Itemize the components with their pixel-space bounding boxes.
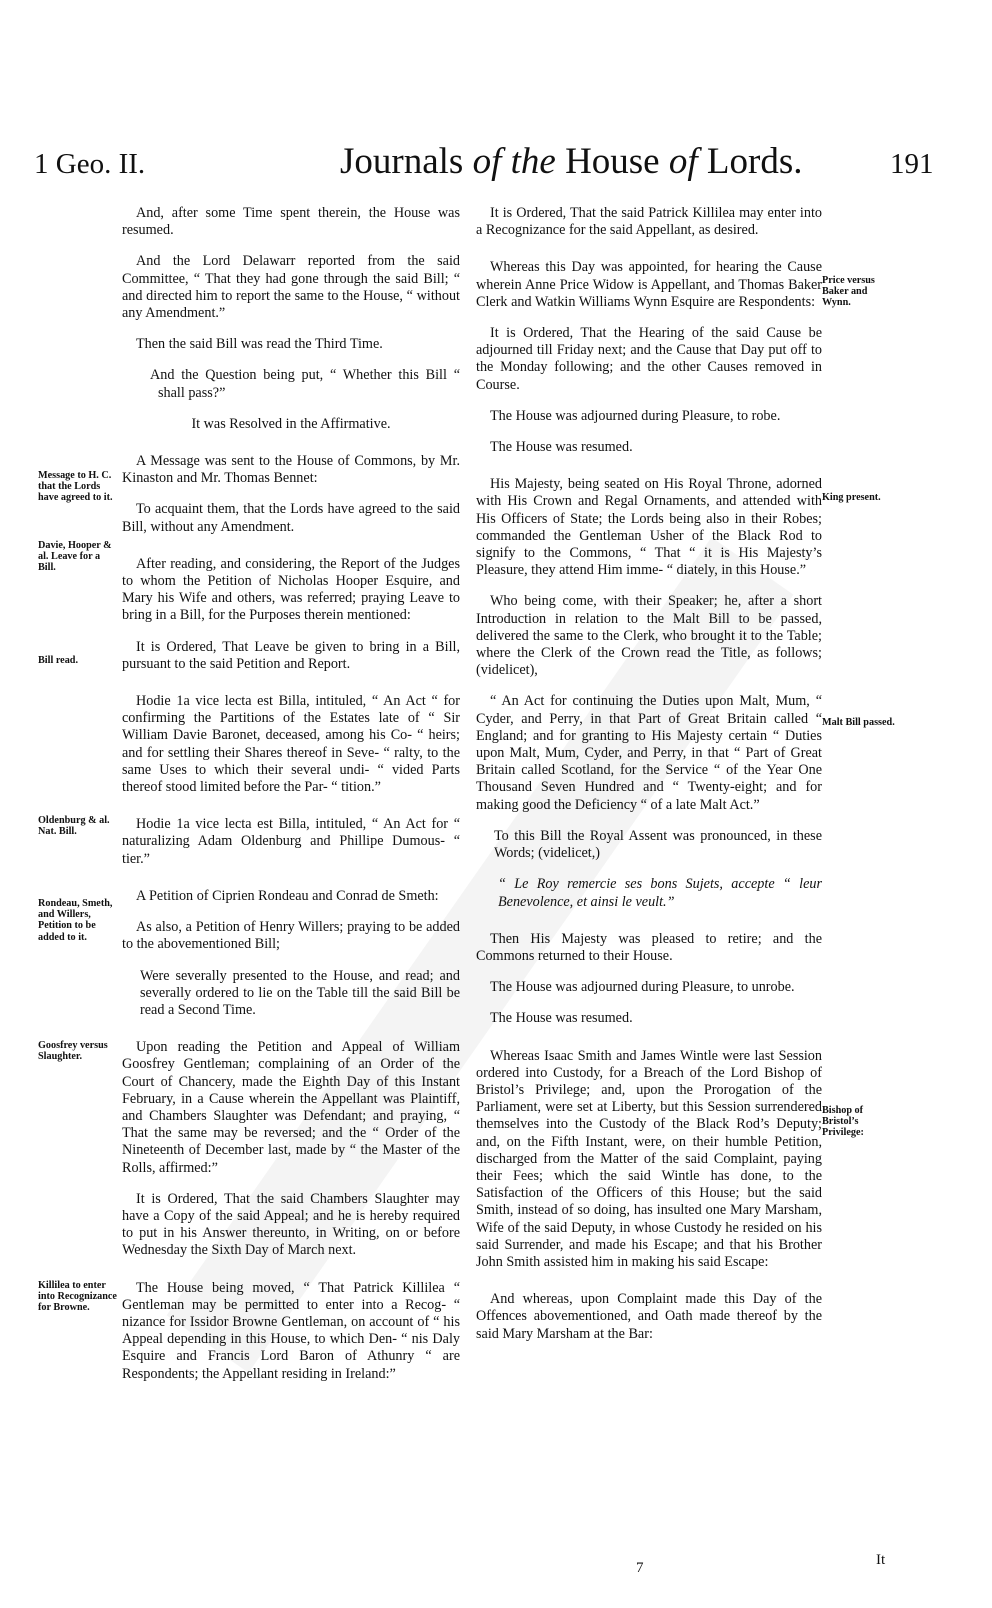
paragraph: The House was resumed.: [490, 439, 633, 456]
paragraph: “ An Act for continuing the Duties upon Malt, Mum, “ Cyder, and Perry, in that Part of Great Britain called “ England; and for granting to His Majesty certain “ Duties upon Malt, Mum, Cyder, and Perry, in that “ Part of Great Britain called Scotland, for the Service “ of the Year One Thousand Seven Hundred and “ Twenty-eight; and for making good the Deficiency “ of a late Malt Act.”: [476, 693, 822, 813]
paragraph: A Petition of Ciprien Rondeau and Conrad de Smeth:: [136, 887, 439, 904]
paragraph: The House was resumed.: [490, 1010, 633, 1027]
title-part-house: House: [555, 141, 669, 182]
title-part-journals: Journals: [340, 141, 473, 182]
margin-note: Killilea to enter into Recognizance for Browne.: [38, 1280, 117, 1314]
paragraph: The House was adjourned during Pleasure, to unrobe.: [490, 979, 795, 996]
paragraph: Who being come, with their Speaker; he, after a short Introduction in relation to the Malt Bill to be passed, delivered the same to the Clerk, who brought it to the Table; where the Clerk of the Crown read the Title, as follows; (videlicet),: [476, 593, 822, 679]
margin-note: Oldenburg & al. Nat. Bill.: [38, 815, 110, 838]
paragraph: To this Bill the Royal Assent was pronounced, in these Words; (videlicet,): [494, 827, 822, 862]
catchword: It: [876, 1552, 886, 1568]
paragraph: And whereas, upon Complaint made this Day of the Offences abovementioned, and Oath made thereof by the said Mary Marsham at the Bar:: [476, 1291, 822, 1342]
regnal-year: 1 Geo. II.: [34, 148, 146, 180]
paragraph: “ Le Roy remercie ses bons Sujets, accepte “ leur Benevolence, et ainsi le veult.”: [498, 876, 822, 910]
right-column: [476, 205, 822, 1357]
paragraph: Then His Majesty was pleased to retire; and the Commons returned to their House.: [476, 930, 822, 964]
paragraph: Then the said Bill was read the Third Time.: [136, 336, 383, 353]
paragraph: Hodie 1a vice lecta est Billa, intituled, “ An Act for “ naturalizing Adam Oldenburg and Phillipe Dumous- “ tier.”: [122, 816, 460, 867]
title-part-of-the: of the: [472, 141, 556, 182]
margin-note: Message to H. C. that the Lords have agreed to it.: [38, 470, 113, 504]
paragraph: It was Resolved in the Affirmative.: [191, 415, 391, 432]
title-part-lords: Lords.: [697, 141, 803, 182]
paragraph: After reading, and considering, the Report of the Judges to whom the Petition of Nicholas Hooper Esquire, and Mary his Wife and others, was referred; praying Leave to bring in a Bill, for the Purposes therein mentioned:: [122, 555, 460, 624]
paragraph: The House was adjourned during Pleasure, to robe.: [490, 407, 781, 424]
paragraph: Upon reading the Petition and Appeal of William Goosfrey Gentleman; complaining of an Order of the Court of Chancery, made the Eighth Day of this Instant February, in a Cause wherein the Appellant was Plaintiff, and Chambers Slaughter was Defendant; and praying, “ That the same may be reversed; and the “ Order of the Nineteenth of December last, made by “ the Master of the Rolls, affirmed:”: [122, 1039, 460, 1176]
paragraph: Were severally presented to the House, and read; and severally ordered to lie on the Table till the said Bill be read a Second Time.: [140, 967, 460, 1018]
paragraph: As also, a Petition of Henry Willers; praying to be added to the abovementioned Bill;: [122, 919, 460, 953]
paragraph: It is Ordered, That the Hearing of the said Cause be adjourned till Friday next; and the Cause that Day put off to the Monday following; and the other Causes removed in Course.: [476, 325, 822, 393]
running-title: [340, 140, 802, 183]
paragraph: It is Ordered, That Leave be given to bring in a Bill, pursuant to the said Petition and Report.: [122, 638, 460, 672]
title-part-of: of: [668, 141, 698, 182]
page-number: 191: [890, 148, 934, 180]
paragraph: It is Ordered, That the said Patrick Killilea may enter into a Recognizance for the said Appellant, as desired.: [476, 205, 822, 239]
paragraph: And, after some Time spent therein, the House was resumed.: [122, 205, 460, 239]
paragraph: His Majesty, being seated on His Royal Throne, adorned with His Crown and Regal Ornaments, and attended with His Officers of State; the Lords being also in their Robes; commanded the Gentleman Usher of the Black Rod to signify to the Commons, “ That “ it is His Majesty’s Pleasure, they attend Him imme- “ diately, in this House.”: [476, 476, 822, 579]
paragraph: And the Lord Delawarr reported from the said Committee, “ That they had gone through the said Bill; “ and directed him to report the same to the House, “ without any Amendment.”: [122, 253, 460, 322]
page-header: [0, 140, 992, 190]
left-column: [122, 205, 460, 1397]
margin-note: Bishop of Bristol’s Privilege:: [822, 1105, 864, 1139]
margin-note: Bill read.: [38, 655, 78, 666]
margin-note: Davie, Hooper & al. Leave for a Bill.: [38, 540, 112, 574]
margin-note: Rondeau, Smeth, and Willers, Petition to be added to it.: [38, 898, 113, 943]
paragraph: A Message was sent to the House of Commons, by Mr. Kinaston and Mr. Thomas Bennet:: [122, 453, 460, 487]
paragraph: It is Ordered, That the said Chambers Slaughter may have a Copy of the said Appeal; and he is hereby required to put in his Answer thereunto, in Writing, on or before Wednesday the Sixth Day of March next.: [122, 1190, 460, 1259]
paragraph: The House being moved, “ That Patrick Killilea “ Gentleman may be permitted to enter into a Recog- “ nizance for Issidor Browne Gentleman, on account of “ his Appeal depending in this House, to which Den- “ nis Daly Esquire and Francis Lord Baron of Athunry “ are Respondents; the Appellant residing in Ireland:”: [122, 1279, 460, 1382]
paragraph: Whereas Isaac Smith and James Wintle were last Session ordered into Custody, for a Breach of the Lord Bishop of Bristol’s Privilege; and, upon the Prorogation of the Parliament, were set at Liberty, but this Session surrendered themselves into the Custody of the Black Rod’s Deputy; and, on the Fifth Instant, were, on their humble Petition, discharged from the Matter of the said Complaint, paying their Fees; which the said Wintle has done, to the Satisfaction of the Officers of this House; but the said Smith, instead of so doing, has insulted one Mary Marsham, Wife of the said Deputy, in whose Custody he resided on his said Surrender, and made his Escape; and that his Brother John Smith assisted him in making his said Escape:: [476, 1047, 822, 1270]
margin-note: Goosfrey versus Slaughter.: [38, 1040, 108, 1063]
paragraph: And the Question being put, “ Whether this Bill “ shall pass?”: [150, 367, 460, 401]
margin-note: Price versus Baker and Wynn.: [822, 275, 875, 309]
paragraph: Hodie 1a vice lecta est Billa, intituled, “ An Act “ for confirming the Partitions of the Estates late of “ Sir William Davie Baronet, deceased, among his Co- “ heirs; and for settling their Shares thereof in Seve- “ ralty, to the same Uses to which their several undi- “ vided Parts thereof stood limited before the Par- “ tition.”: [122, 693, 460, 796]
signature-mark: 7: [636, 1560, 644, 1576]
margin-note: Malt Bill passed.: [822, 717, 895, 728]
margin-note: King present.: [822, 492, 881, 503]
paragraph: Whereas this Day was appointed, for hearing the Cause wherein Anne Price Widow is Appellant, and Thomas Baker Clerk and Watkin Williams Wynn Esquire are Respondents:: [476, 259, 822, 310]
paragraph: To acquaint them, that the Lords have agreed to the said Bill, without any Amendment.: [122, 501, 460, 535]
